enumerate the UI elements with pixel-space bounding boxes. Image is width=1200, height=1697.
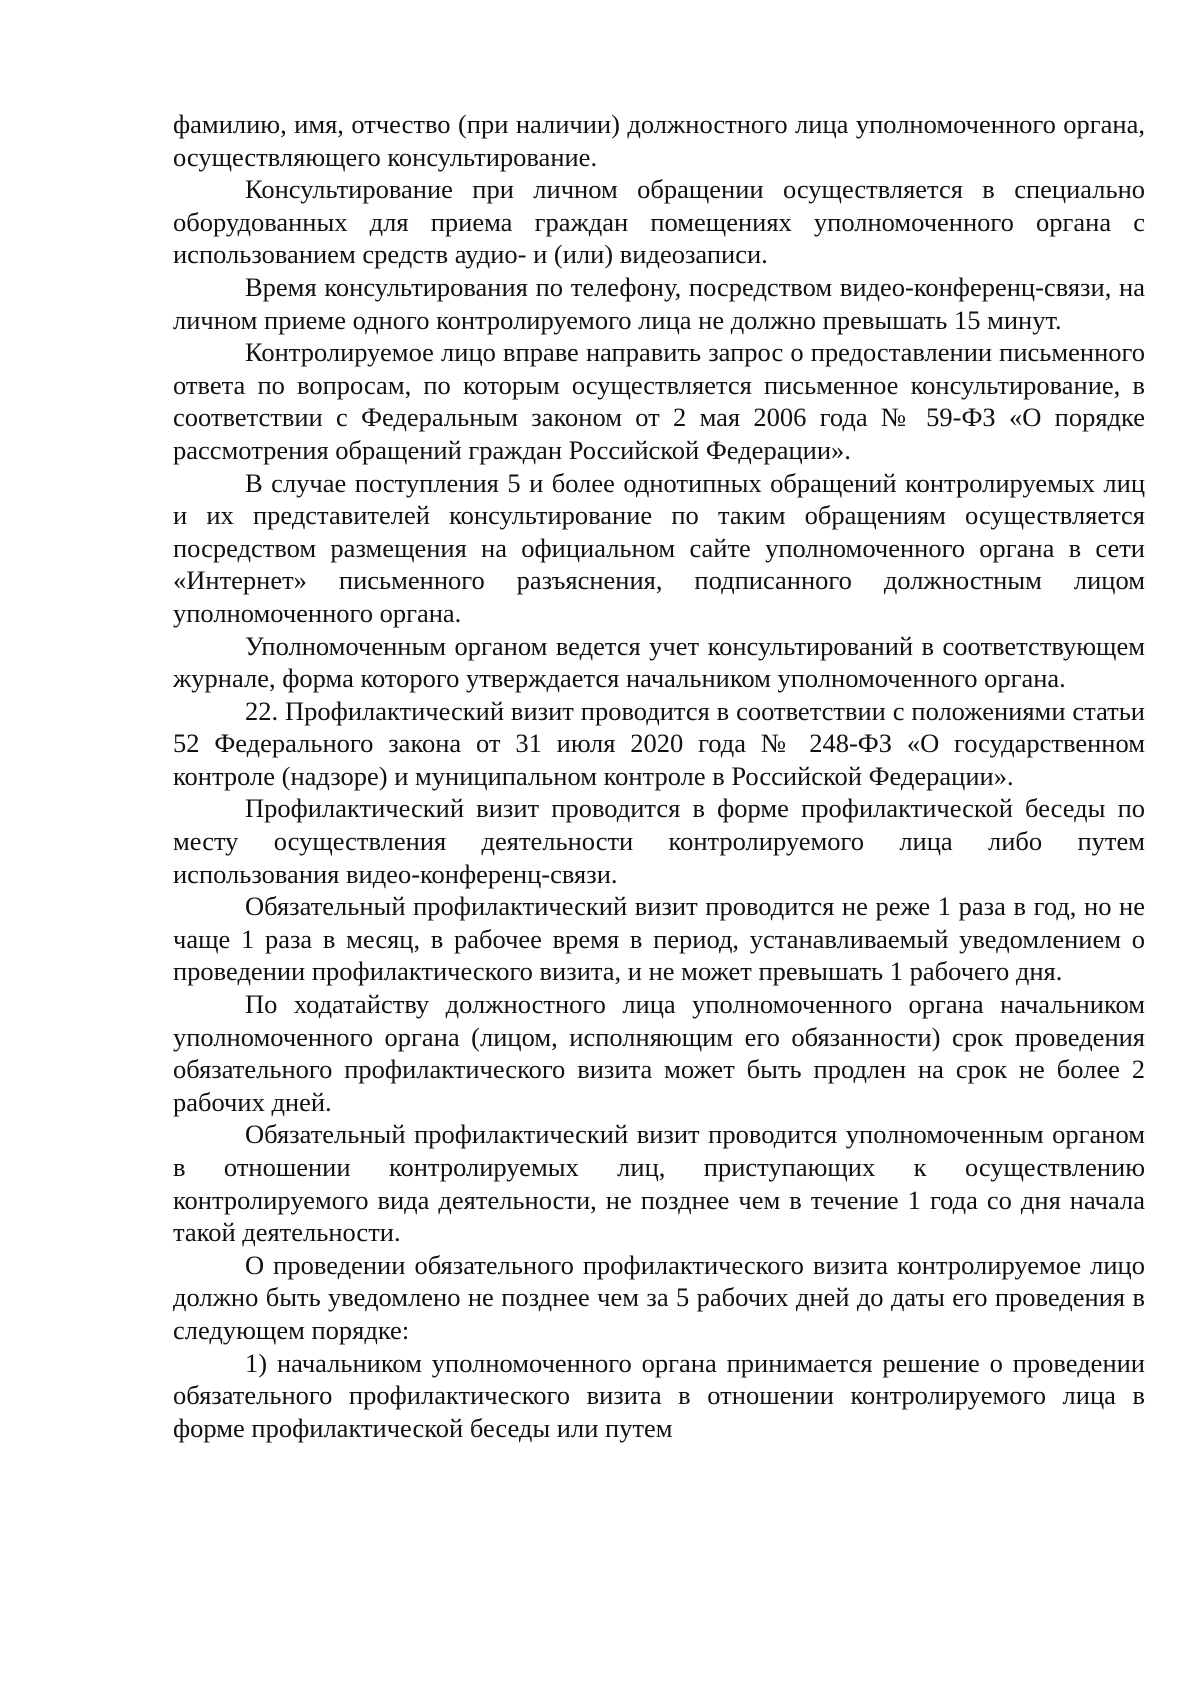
paragraph-item-22: 22. Профилактический визит проводится в соответствии с положениями статьи 52 Федерального закона от 31 июля 2020 года № 248-ФЗ «О государственном контроле (надзоре) и муниципальном контроле в Российской Федерации». xyxy=(173,695,1145,791)
paragraph-mandatory-visit-new-activity: Обязательный профилактический визит проводится уполномоченным органом в отношении контролируемых лиц, приступающих к осуществлению контролируемого вида деятельности, не позднее чем в течение 1 года со дня начала такой деятельности. xyxy=(173,1119,1145,1248)
paragraph-visit-extension: По ходатайству должностного лица уполномоченного органа начальником уполномоченного органа (лицом, исполняющим его обязанности) срок проведения обязательного профилактического визита может быть продлен на срок не более 2 рабочих дней. xyxy=(173,989,1145,1117)
paragraph-visit-form: Профилактический визит проводится в форме профилактической беседы по месту осуществления деятельности контролируемого лица либо путем использования видео-конференц-связи. xyxy=(173,793,1145,889)
paragraph-mandatory-visit-frequency: Обязательный профилактический визит проводится не реже 1 раза в год, но не чаще 1 раза в месяц, в рабочее время в период, устанавливаемый уведомлением о проведении профилактического визита, и не может превышать 1 рабочего дня. xyxy=(173,891,1145,987)
paragraph-continuation: фамилию, имя, отчество (при наличии) должностного лица уполномоченного органа, осуществляющего консультирование. xyxy=(173,109,1145,172)
paragraph-consultation-time: Время консультирования по телефону, посредством видео-конференц-связи, на личном приеме одного контролируемого лица не должно превышать 15 минут. xyxy=(173,271,1145,335)
paragraph-subitem-1: 1) начальником уполномоченного органа принимается решение о проведении обязательного профилактического визита в отношении контролируемого лица в форме профилактической беседы или путем xyxy=(173,1347,1145,1443)
paragraph-written-request: Контролируемое лицо вправе направить запрос о предоставлении письменного ответа по вопросам, по которым осуществляется письменное консультирование, в соответствии с Федеральным законом от 2 мая 2006 года № 59-ФЗ «О порядке рассмотрения обращений граждан Российской Федерации». xyxy=(173,337,1145,465)
paragraph-notification: О проведении обязательного профилактического визита контролируемое лицо должно быть уведомлено не позднее чем за 5 рабочих дней до даты его проведения в следующем порядке: xyxy=(173,1249,1145,1345)
paragraph-consultation-log: Уполномоченным органом ведется учет консультирований в соответствующем журнале, форма которого утверждается начальником уполномоченного органа. xyxy=(173,630,1145,694)
paragraph-personal-consultation: Консультирование при личном обращении осуществляется в специально оборудованных для приема граждан помещениях уполномоченного органа с использованием средств аудио- и (или) видеозаписи. xyxy=(173,174,1145,270)
paragraph-similar-requests: В случае поступления 5 и более однотипных обращений контролируемых лиц и их представителей консультирование по таким обращениям осуществляется посредством размещения на официальном сайте уполномоченного органа в сети «Интернет» письменного разъяснения, подписанного должностным лицом уполномоченного органа. xyxy=(173,467,1145,628)
document-page xyxy=(173,108,1145,1444)
